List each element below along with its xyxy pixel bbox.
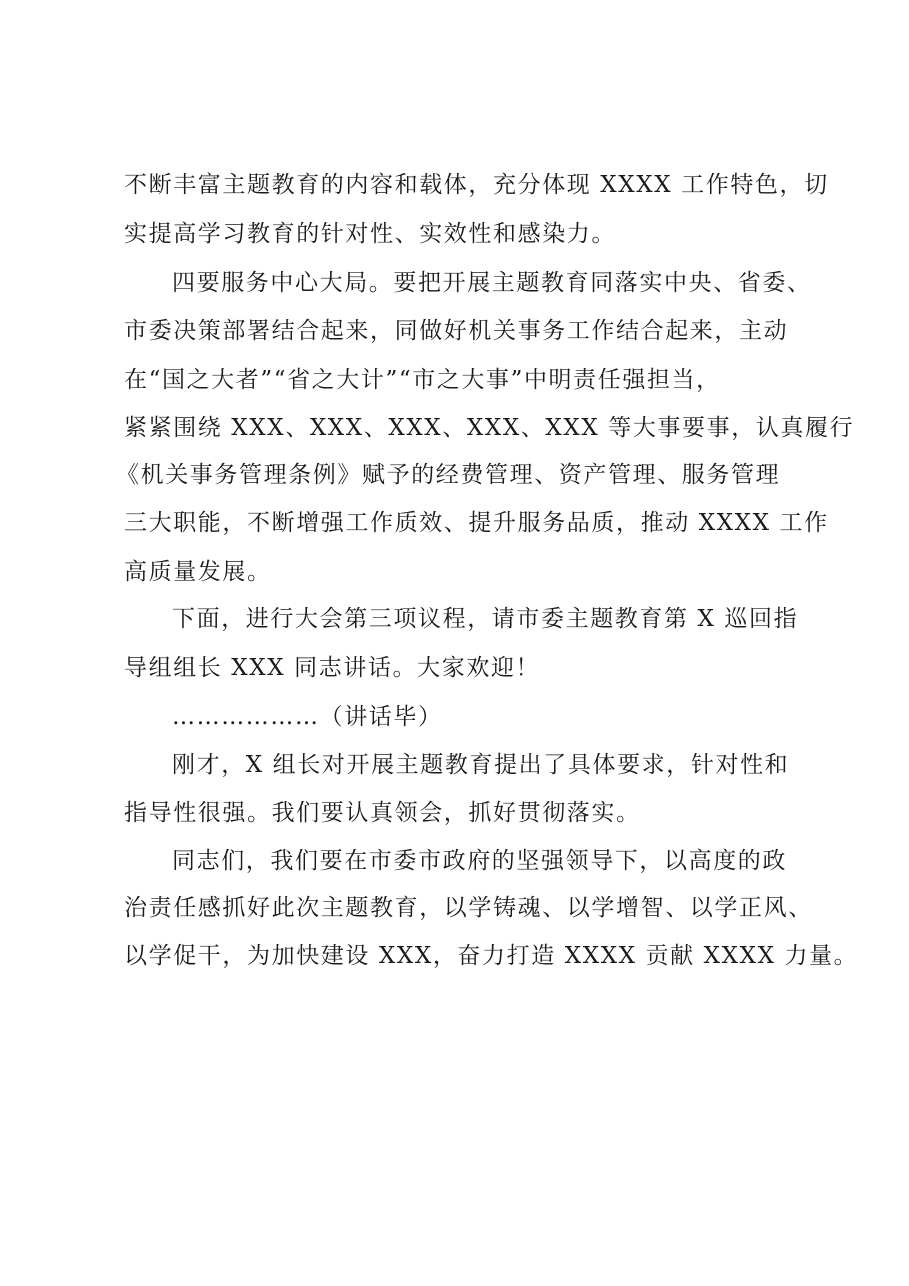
text-line: 在“国之大者”“省之大计”“市之大事”中明责任强担当， (124, 367, 721, 393)
text-line: 实提高学习教育的针对性、实效性和感染力。 (124, 221, 616, 247)
text-line: 治责任感抓好此次主题教育，以学铸魂、以学增智、以学正风、 (124, 895, 813, 921)
text-line: 下面，进行大会第三项议程，请市委主题教育第 X 巡回指 (172, 606, 799, 632)
text-line: 四要服务中心大局。要把开展主题教育同落实中央、省委、 (172, 270, 812, 296)
text-line: 《机关事务管理条例》赋予的经费管理、资产管理、服务管理 (116, 462, 781, 488)
text-line: 以学促干，为加快建设 XXX，奋力打造 XXXX 贡献 XXXX 力量。 (124, 943, 859, 969)
text-line: 三大职能，不断增强工作质效、提升服务品质，推动 XXXX 工作 (124, 510, 829, 536)
text-line: 高质量发展。 (124, 559, 272, 585)
text-line: 导组组长 XXX 同志讲话。大家欢迎！ (124, 655, 541, 681)
text-line: 市委决策部署结合起来，同做好机关事务工作结合起来，主动 (124, 318, 789, 344)
text-line: 紧紧围绕 XXX、XXX、XXX、XXX、XXX 等大事要事，认真履行 (124, 415, 855, 441)
text-line: ………………（讲话毕） (172, 704, 443, 730)
text-line: 同志们，我们要在市委市政府的坚强领导下，以高度的政 (172, 848, 787, 874)
text-line: 不断丰富主题教育的内容和载体，充分体现 XXXX 工作特色，切 (124, 172, 829, 198)
text-line: 指导性很强。我们要认真领会，抓好贯彻落实。 (124, 800, 641, 826)
text-line: 刚才，X 组长对开展主题教育提出了具体要求，针对性和 (172, 752, 790, 778)
